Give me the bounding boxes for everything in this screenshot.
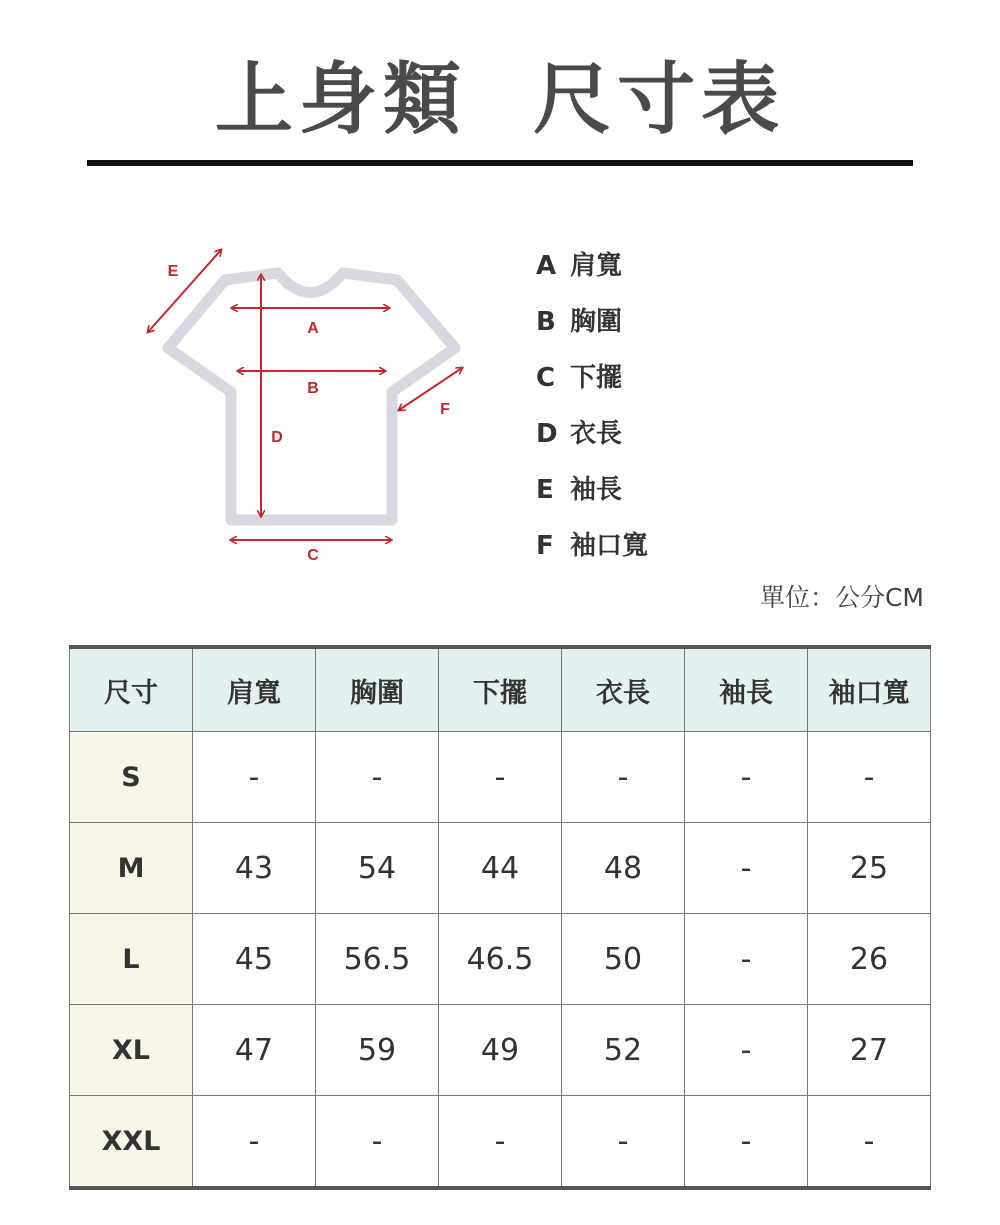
measurement-legend bbox=[536, 248, 648, 584]
table-cell: - bbox=[685, 1096, 808, 1189]
label-f: F bbox=[440, 401, 450, 418]
table-cell: 26 bbox=[808, 914, 931, 1005]
table-cell: - bbox=[316, 1096, 439, 1189]
table-cell: 52 bbox=[562, 1005, 685, 1096]
tshirt-diagram bbox=[135, 240, 475, 570]
size-cell: S bbox=[70, 732, 193, 823]
size-cell: XL bbox=[70, 1005, 193, 1096]
table-cell: - bbox=[685, 732, 808, 823]
table-cell: 44 bbox=[439, 823, 562, 914]
legend-item: E 袖長 bbox=[536, 475, 623, 505]
column-header: 尺寸 bbox=[70, 647, 193, 732]
table-cell: 25 bbox=[808, 823, 931, 914]
legend-item: F 袖口寬 bbox=[536, 531, 649, 561]
table-cell: - bbox=[685, 914, 808, 1005]
title-divider bbox=[87, 160, 913, 166]
label-b: B bbox=[307, 380, 319, 397]
label-c: C bbox=[307, 547, 319, 564]
table-row bbox=[70, 823, 931, 914]
size-cell: XXL bbox=[70, 1096, 193, 1189]
table-cell: - bbox=[562, 732, 685, 823]
table-cell: 45 bbox=[193, 914, 316, 1005]
legend-item: B 胸圍 bbox=[536, 307, 623, 337]
table-cell: 48 bbox=[562, 823, 685, 914]
table-cell: - bbox=[439, 732, 562, 823]
table-cell: 50 bbox=[562, 914, 685, 1005]
table-cell: 56.5 bbox=[316, 914, 439, 1005]
table-cell: 49 bbox=[439, 1005, 562, 1096]
unit-label: 單位：公分CM bbox=[759, 583, 924, 612]
table-cell: - bbox=[808, 732, 931, 823]
column-header: 肩寬 bbox=[193, 647, 316, 732]
table-cell: 46.5 bbox=[439, 914, 562, 1005]
label-a: A bbox=[307, 320, 319, 337]
table-cell: - bbox=[439, 1096, 562, 1189]
table-cell: 59 bbox=[316, 1005, 439, 1096]
legend-item: C 下擺 bbox=[536, 363, 623, 393]
table-row bbox=[70, 1096, 931, 1189]
table-cell: 27 bbox=[808, 1005, 931, 1096]
table-cell: - bbox=[808, 1096, 931, 1189]
table-cell: - bbox=[685, 823, 808, 914]
label-e: E bbox=[167, 263, 179, 280]
table-cell: - bbox=[562, 1096, 685, 1189]
table-cell: - bbox=[316, 732, 439, 823]
table-cell: 47 bbox=[193, 1005, 316, 1096]
column-header: 胸圍 bbox=[316, 647, 439, 732]
legend-item: A 肩寬 bbox=[536, 251, 623, 281]
column-header: 袖長 bbox=[685, 647, 808, 732]
size-table bbox=[69, 645, 931, 1190]
column-header: 袖口寬 bbox=[808, 647, 931, 732]
table-cell: - bbox=[193, 1096, 316, 1189]
table-cell: 54 bbox=[316, 823, 439, 914]
size-cell: M bbox=[70, 823, 193, 914]
table-header-row bbox=[70, 647, 931, 732]
page-title: 上身類 尺寸表 bbox=[214, 55, 786, 145]
column-header: 下擺 bbox=[439, 647, 562, 732]
table-row bbox=[70, 732, 931, 823]
table-cell: - bbox=[193, 732, 316, 823]
table-cell: - bbox=[685, 1005, 808, 1096]
table-row bbox=[70, 1005, 931, 1096]
legend-item: D 衣長 bbox=[536, 419, 623, 449]
column-header: 衣長 bbox=[562, 647, 685, 732]
table-row bbox=[70, 914, 931, 1005]
table-cell: 43 bbox=[193, 823, 316, 914]
label-d: D bbox=[271, 429, 283, 446]
size-cell: L bbox=[70, 914, 193, 1005]
